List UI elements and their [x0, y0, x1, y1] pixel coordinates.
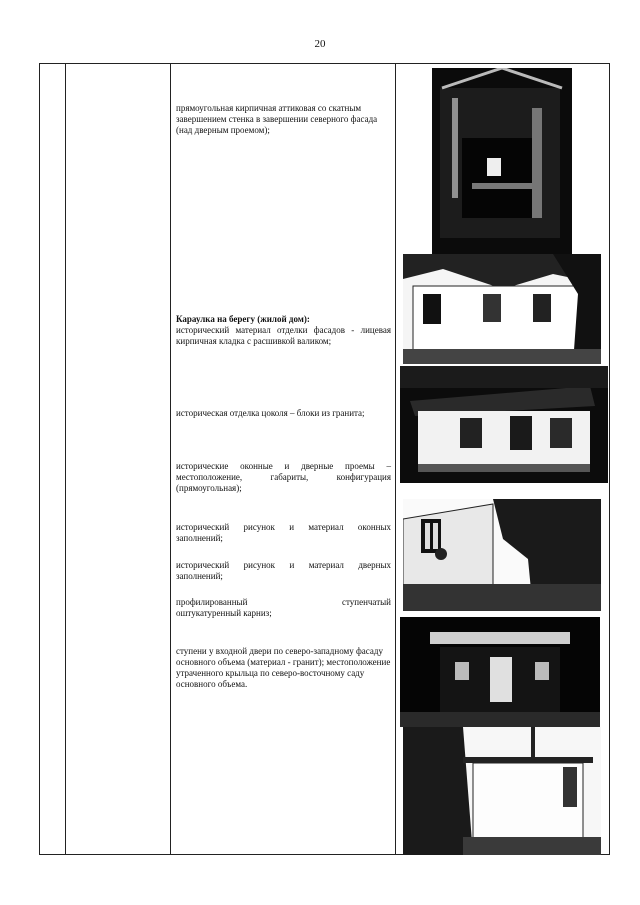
page-number: 20	[314, 38, 326, 50]
cornice-word-1: профилированный	[176, 597, 248, 607]
photo-guardhouse-facade	[403, 254, 601, 364]
guardhouse-entry	[176, 314, 391, 347]
column-divider	[395, 64, 396, 854]
cornice-word-2: ступенчатый	[341, 597, 391, 607]
photo-guardhouse-plinth	[400, 366, 608, 483]
attic-wall-entry: прямоугольная кирпичная аттиковая со скатным завершением стенка в завершении северного фасада (над дверным проемом);	[176, 103, 378, 135]
door-fill-text: исторический рисунок и материал дверных заполнений;	[176, 560, 391, 581]
facade-finish-text: исторический материал отделки фасадов - лицевая кирпичная кладка с расшивкой валиком;	[176, 325, 391, 346]
photo-guardhouse-windows	[403, 499, 601, 611]
guardhouse-title: Караулка на берегу (жилой дом):	[176, 314, 310, 324]
building-photo-icon	[400, 366, 608, 483]
plinth-finish-text: историческая отделка цоколя – блоки из гранита;	[176, 408, 365, 418]
column-divider	[65, 64, 66, 854]
cornice-text	[176, 597, 391, 619]
building-photo-icon	[403, 254, 601, 364]
photo-attic-wall	[432, 68, 572, 254]
building-photo-icon	[400, 617, 600, 727]
cornice-word-3: оштукатуренный карниз;	[176, 608, 272, 618]
window-fill-text: исторический рисунок и материал оконных заполнений;	[176, 522, 391, 543]
steps-text: ступени у входной двери по северо-западному фасаду основного объема (материал - гранит); местоположение утраченного крыльца по северо-восточному саду основного объема.	[176, 646, 391, 689]
column-divider	[170, 64, 171, 854]
building-photo-icon	[432, 68, 572, 254]
openings-text: исторические оконные и дверные проемы – местоположение, габариты, конфигурация (прямоугольная);	[176, 461, 391, 493]
photo-guardhouse-side	[403, 727, 601, 855]
building-photo-icon	[403, 499, 601, 611]
photo-guardhouse-entrance	[400, 617, 600, 727]
building-photo-icon	[403, 727, 601, 855]
